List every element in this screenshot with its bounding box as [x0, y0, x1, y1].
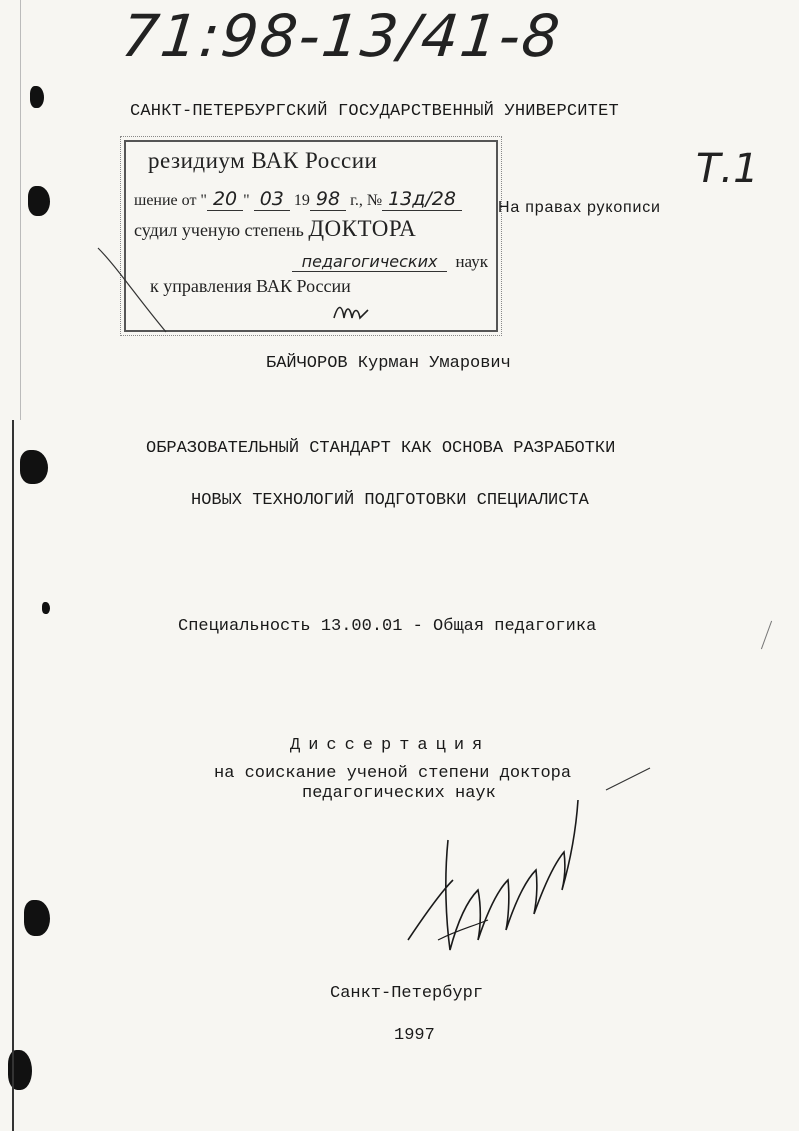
stamp-degree-prefix: судил ученую степень — [134, 220, 309, 240]
specialty: Специальность 13.00.01 - Общая педагогика — [178, 617, 597, 636]
stamp-decision-no: 13д/28 — [382, 188, 462, 211]
scan-mark — [24, 900, 50, 936]
scan-edge-line — [20, 0, 21, 420]
dissertation-heading: Диссертация — [290, 736, 491, 755]
scan-mark — [20, 450, 48, 484]
thesis-title-line-2: НОВЫХ ТЕХНОЛОГИЙ ПОДГОТОВКИ СПЕЦИАЛИСТА — [191, 491, 589, 510]
manuscript-note: На правах рукописи — [498, 199, 661, 216]
archive-number: 71:98-13/41-8 — [118, 2, 565, 70]
volume-mark: Т.1 — [696, 146, 759, 192]
stamp-title: резидиум ВАК России — [148, 148, 378, 173]
stamp-science-suffix: наук — [455, 252, 488, 271]
stamp-decision-no-prefix: г., № — [346, 192, 383, 209]
stamp-signature — [332, 300, 372, 324]
scan-mark — [42, 602, 50, 614]
scan-mark — [28, 186, 50, 216]
author-name: БАЙЧОРОВ Курман Умарович — [266, 354, 511, 373]
year: 1997 — [394, 1026, 435, 1045]
stamp-pen-mark — [96, 246, 206, 336]
stamp-decision-month: 03 — [254, 188, 290, 211]
university-name: САНКТ-ПЕТЕРБУРГСКИЙ ГОСУДАРСТВЕННЫЙ УНИВЕРСИТЕТ — [130, 102, 619, 121]
dissertation-subtitle-line-1: на соискание ученой степени доктора — [214, 764, 572, 783]
pen-stroke — [604, 764, 654, 794]
city: Санкт-Петербург — [330, 984, 484, 1003]
stamp-decision-prefix: шение от " — [134, 192, 207, 209]
stamp-decision-year-prefix: 19 — [289, 192, 310, 209]
stamp-science — [292, 252, 488, 272]
stamp-decision — [134, 188, 462, 210]
scan-edge-line — [761, 621, 772, 650]
scan-mark — [30, 86, 44, 108]
thesis-title-line-1: ОБРАЗОВАТЕЛЬНЫЙ СТАНДАРТ КАК ОСНОВА РАЗРАБОТКИ — [146, 439, 616, 458]
dissertation-subtitle-line-2: педагогических наук — [302, 784, 496, 803]
stamp-science-field: педагогических — [292, 252, 448, 272]
vak-stamp — [124, 140, 498, 332]
scan-edge-line — [12, 420, 14, 1131]
stamp-degree — [134, 216, 416, 242]
author-signature — [398, 790, 598, 970]
stamp-decision-mid: " — [243, 192, 254, 209]
stamp-decision-day: 20 — [207, 188, 243, 211]
stamp-degree-title: ДОКТОРА — [308, 216, 417, 241]
stamp-decision-year: 98 — [310, 188, 346, 211]
stamp-chief: к управления ВАК России — [150, 276, 351, 296]
